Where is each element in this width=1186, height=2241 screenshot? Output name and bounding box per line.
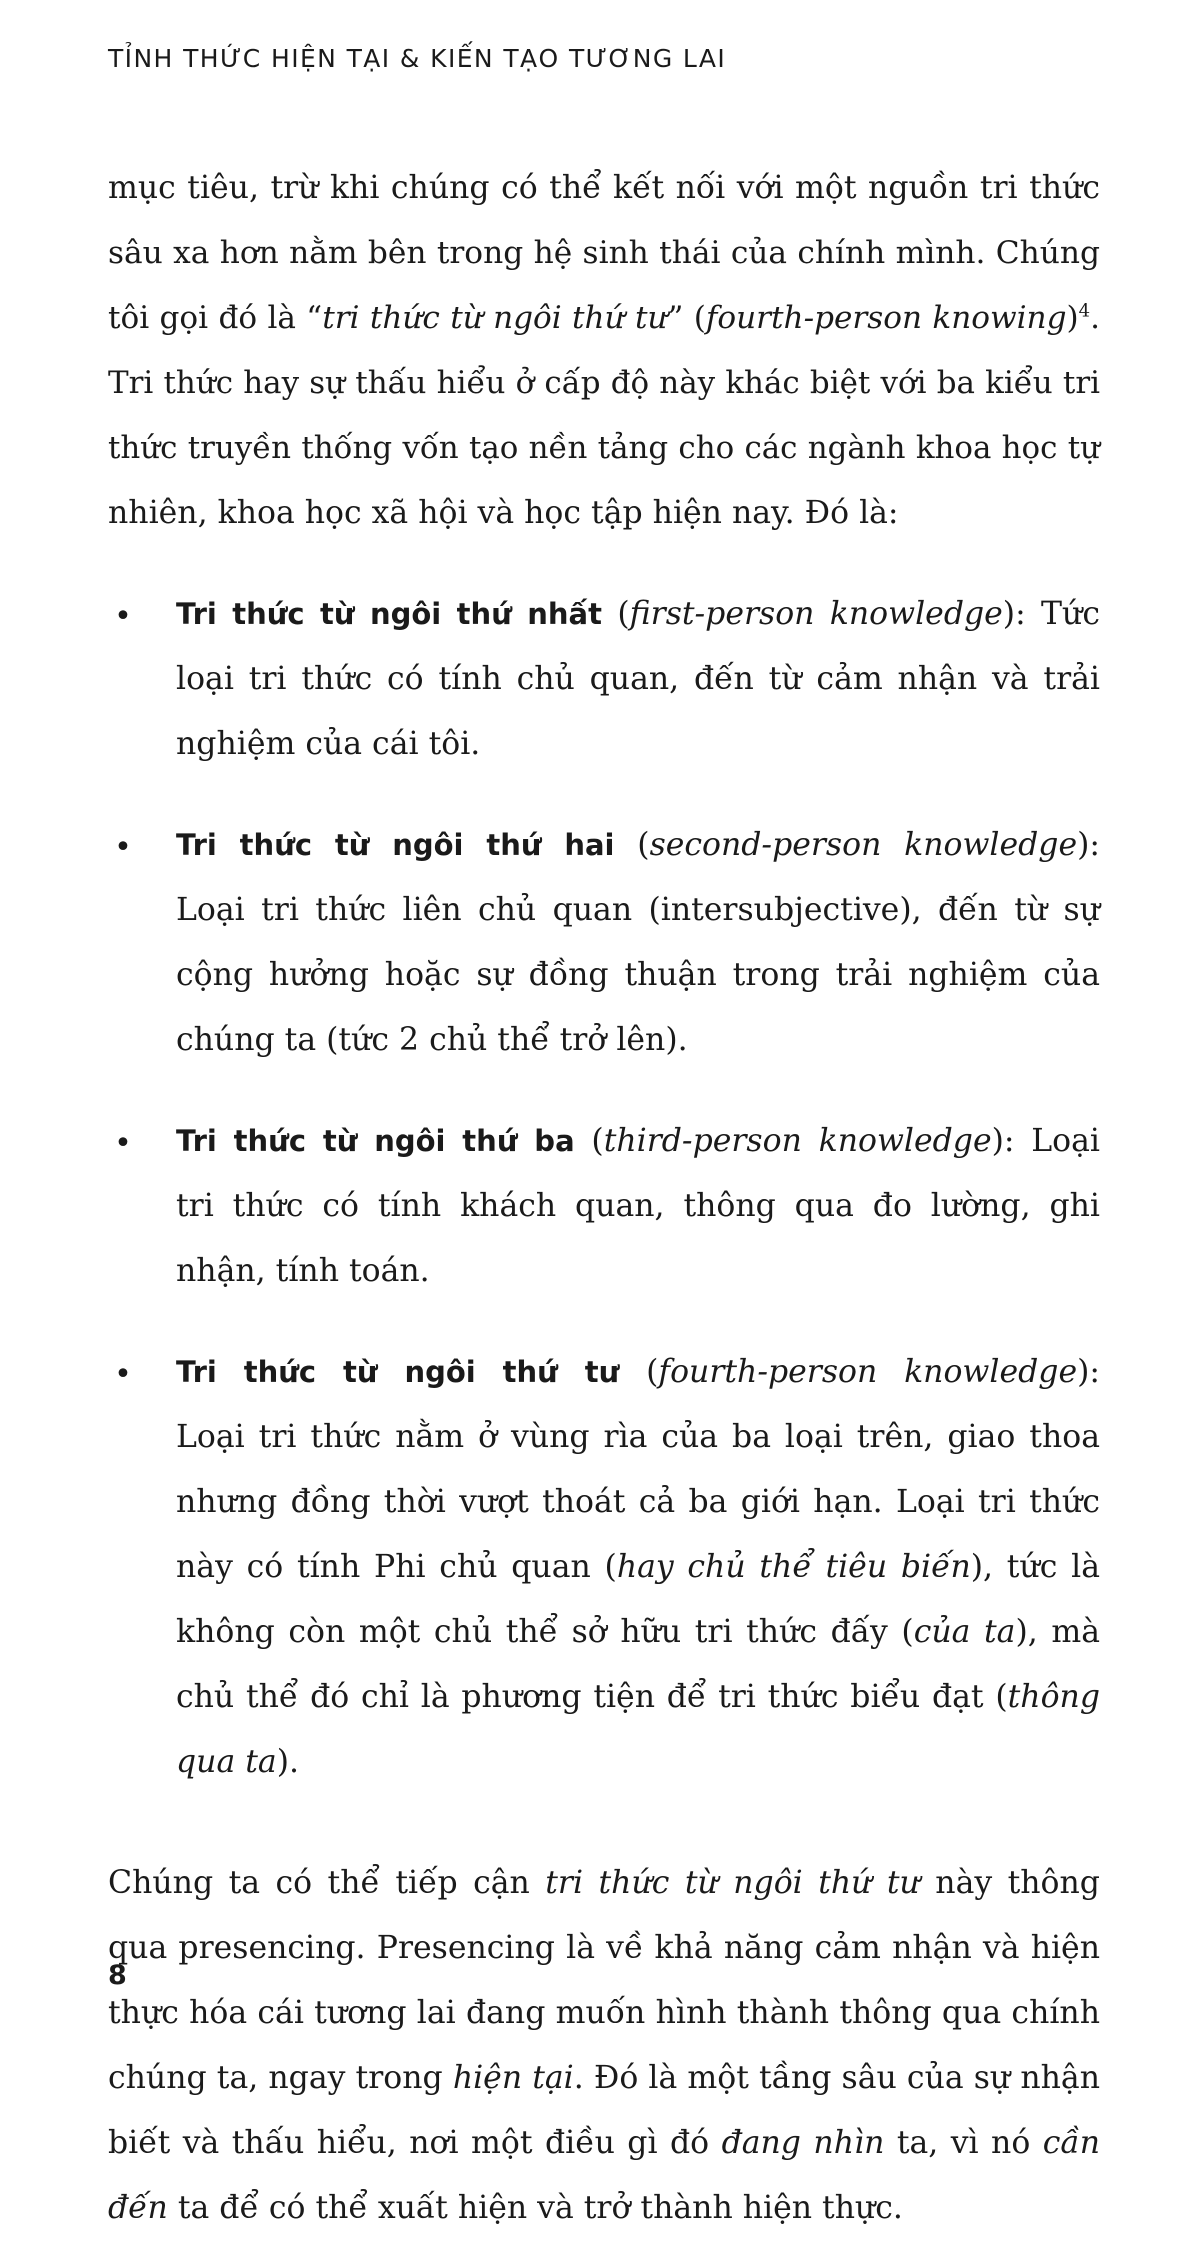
text-run: tôi gọi đó là “ — [108, 300, 323, 336]
bold-term: Tri thức từ ngôi thứ hai — [176, 828, 615, 862]
text-line: tri thức có tính khách quan, thông qua đo lường, ghi — [176, 1188, 1100, 1224]
text-run: biết và thấu hiểu, nơi một điều gì đó — [108, 2125, 722, 2161]
bullet-item-first-person — [108, 582, 1100, 777]
bold-term: Tri thức từ ngôi thứ tư — [176, 1355, 620, 1389]
text-line: nhưng đồng thời vượt thoát cả ba giới hạn. Loại tri thức — [176, 1484, 1100, 1520]
page-number: 8 — [108, 1960, 127, 1991]
text-line: qua presencing. Presencing là về khả năng cảm nhận và hiện — [108, 1930, 1100, 1966]
text-line: thực hóa cái tương lai đang muốn hình thành thông qua chính — [108, 1995, 1100, 2031]
italic-term: thông — [1007, 1679, 1100, 1715]
closing-paragraph — [108, 1851, 1100, 2241]
text-line: mục tiêu, trừ khi chúng có thể kết nối với một nguồn tri thức — [108, 170, 1100, 206]
text-line: cộng hưởng hoặc sự đồng thuận trong trải nghiệm của — [176, 957, 1100, 993]
text-run: ( — [614, 827, 650, 863]
italic-term: đến — [108, 2190, 168, 2226]
text-run: ” ( — [667, 300, 706, 336]
text-line — [108, 2111, 1100, 2176]
text-run: không còn một chủ thể sở hữu tri thức đấy ( — [176, 1614, 914, 1650]
italic-term: tri thức từ ngôi thứ tư — [322, 300, 668, 336]
text-run: ta, vì nó — [884, 2125, 1043, 2161]
text-run: chủ thể đó chỉ là phương tiện để tri thức biểu đạt ( — [176, 1679, 1008, 1715]
italic-term: hay chủ thể tiêu biến — [616, 1549, 971, 1585]
text-run: ): Tức — [1002, 596, 1100, 632]
text-line — [176, 1535, 1100, 1600]
text-line: Tri thức hay sự thấu hiểu ở cấp độ này khác biệt với ba kiểu tri — [108, 365, 1100, 401]
text-run: ). — [276, 1744, 299, 1780]
text-line: nghiệm của cái tôi. — [176, 726, 481, 762]
text-run: ta để có thể xuất hiện và trở thành hiện thực. — [167, 2190, 903, 2226]
text-run: ( — [619, 1354, 659, 1390]
bullet-dot: • — [114, 599, 132, 634]
text-line: sâu xa hơn nằm bên trong hệ sinh thái của chính mình. Chúng — [108, 235, 1100, 271]
text-line — [176, 1109, 1100, 1174]
text-run: ), tức là — [970, 1549, 1100, 1585]
running-header: TỈNH THỨC HIỆN TẠI & KIẾN TẠO TƯƠNG LAI — [108, 44, 727, 73]
bold-term: Tri thức từ ngôi thứ ba — [176, 1124, 575, 1158]
italic-term: đang nhìn — [721, 2125, 885, 2161]
text-line: thức truyền thống vốn tạo nền tảng cho các ngành khoa học tự — [108, 430, 1100, 466]
bullet-dot: • — [114, 1126, 132, 1161]
text-line — [176, 813, 1100, 878]
text-line — [176, 1340, 1100, 1405]
text-line — [176, 582, 1100, 647]
italic-term: tri thức từ ngôi thứ tư — [545, 1865, 920, 1901]
text-run: . Đó là một tầng sâu của sự nhận — [573, 2060, 1100, 2096]
intro-paragraph — [108, 156, 1100, 546]
text-run: ), mà — [1015, 1614, 1100, 1650]
text-line: nhận, tính toán. — [176, 1253, 430, 1289]
text-run: ) — [1066, 300, 1079, 336]
footnote-marker: 4 — [1078, 300, 1091, 322]
text-line: Loại tri thức liên chủ quan (intersubjective), đến từ sự — [176, 892, 1100, 928]
italic-term: fourth-person knowing — [705, 300, 1067, 336]
text-line — [176, 1600, 1100, 1665]
italic-term: first-person knowledge — [629, 596, 1003, 632]
bullet-item-third-person — [108, 1109, 1100, 1304]
bullet-dot: • — [114, 830, 132, 865]
italic-term: fourth-person knowledge — [658, 1354, 1078, 1390]
text-line: Loại tri thức nằm ở vùng rìa của ba loại trên, giao thoa — [176, 1419, 1100, 1455]
text-line — [176, 1730, 1100, 1795]
text-line — [176, 1665, 1100, 1730]
text-line: chúng ta (tức 2 chủ thể trở lên). — [176, 1022, 688, 1058]
bullet-dot: • — [114, 1357, 132, 1392]
italic-term: second-person knowledge — [649, 827, 1078, 863]
italic-term: cần — [1042, 2125, 1100, 2161]
text-line — [108, 1851, 1100, 1916]
bold-term: Tri thức từ ngôi thứ nhất — [176, 597, 602, 631]
text-run: . — [1090, 300, 1100, 336]
text-run: ( — [602, 596, 630, 632]
bullet-item-fourth-person — [108, 1340, 1100, 1795]
italic-term: của ta — [913, 1614, 1016, 1650]
text-run: ): Loại — [991, 1123, 1101, 1159]
bullet-item-second-person — [108, 813, 1100, 1073]
text-run: này thông — [919, 1865, 1100, 1901]
italic-term: third-person knowledge — [603, 1123, 992, 1159]
text-run: ): — [1077, 1354, 1100, 1390]
text-line: loại tri thức có tính chủ quan, đến từ cảm nhận và trải — [176, 661, 1100, 697]
page-body — [108, 156, 1100, 2241]
italic-term: hiện tại — [452, 2060, 574, 2096]
text-line — [108, 286, 1100, 351]
text-line — [108, 2176, 1100, 2241]
text-run: ( — [574, 1123, 604, 1159]
text-run: chúng ta, ngay trong — [108, 2060, 453, 2096]
text-line: nhiên, khoa học xã hội và học tập hiện nay. Đó là: — [108, 495, 899, 531]
text-run: Chúng ta có thể tiếp cận — [108, 1865, 546, 1901]
text-run: này có tính Phi chủ quan ( — [176, 1549, 617, 1585]
text-line — [108, 2046, 1100, 2111]
text-run: ): — [1077, 827, 1101, 863]
italic-term: qua ta — [176, 1744, 277, 1780]
